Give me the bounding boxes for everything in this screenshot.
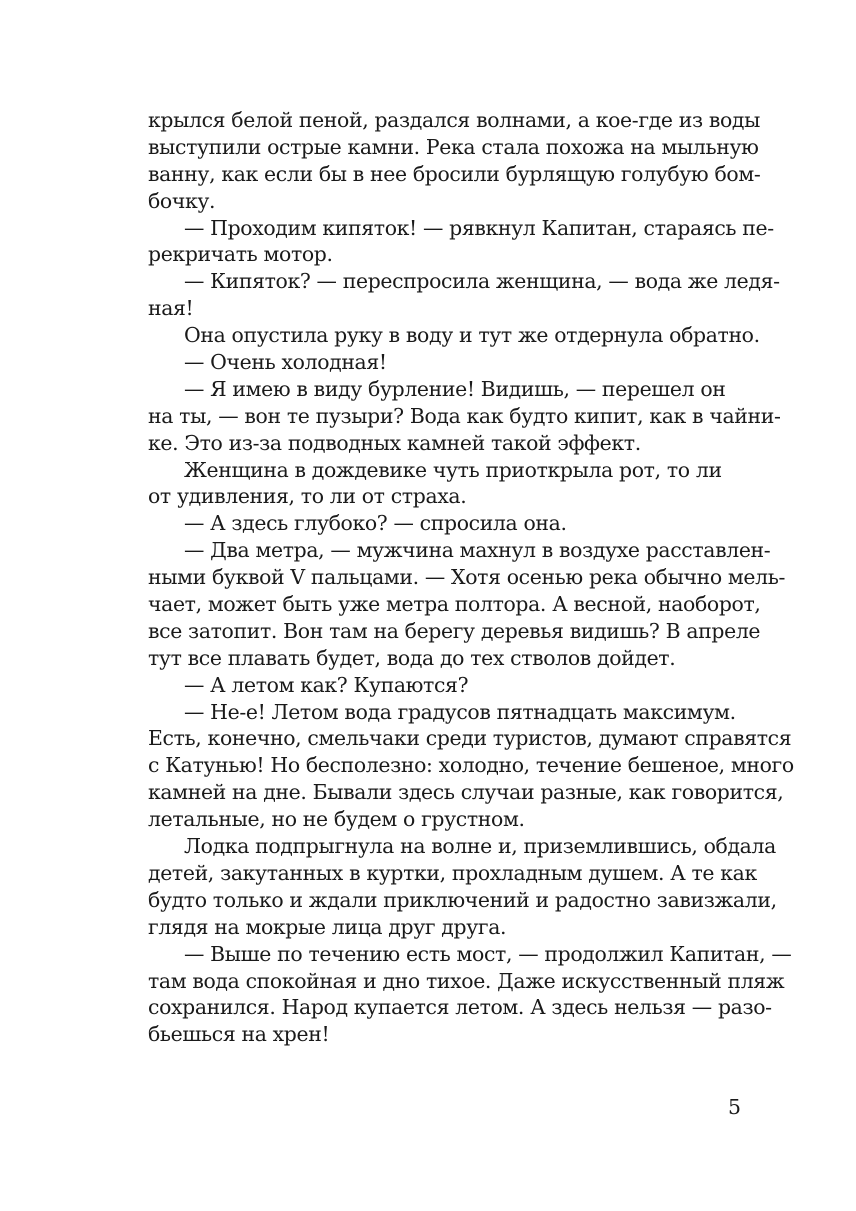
text-line: ванну, как если бы в нее бросили бурлящую голубую бом- xyxy=(148,161,761,186)
text-line: — Проходим кипяток! — рявкнул Капитан, стараясь пе- xyxy=(184,215,774,240)
text-line: рекричать мотор. xyxy=(148,242,333,267)
text-line: Женщина в дождевике чуть приоткрыла рот, то ли xyxy=(184,457,722,482)
text-line: — Не-е! Летом вода градусов пятнадцать максимум. xyxy=(184,699,736,724)
text-line: выступили острые камни. Река стала похожа на мыльную xyxy=(148,134,759,159)
text-line: Есть, конечно, смельчаки среди туристов, думают справятся xyxy=(148,726,792,751)
text-line: будто только и ждали приключений и радостно завизжали, xyxy=(148,887,777,912)
text-line: ными буквой V пальцами. — Хотя осенью река обычно мель- xyxy=(148,565,786,590)
text-line: сохранился. Народ купается летом. А здесь нельзя — разо- xyxy=(148,995,772,1020)
page-number: 5 xyxy=(728,1095,741,1119)
text-line: с Катунью! Но бесполезно: холодно, течение бешеное, много xyxy=(148,753,794,778)
text-line: — Очень холодная! xyxy=(184,350,387,375)
text-line: там вода спокойная и дно тихое. Даже искусственный пляж xyxy=(148,968,785,993)
text-line: крылся белой пеной, раздался волнами, а кое-где из воды xyxy=(148,108,760,132)
text-line: ная! xyxy=(148,296,194,321)
text-line: на ты, — вон те пузыри? Вода как будто кипит, как в чайни- xyxy=(148,403,781,428)
text-line: тут все плавать будет, вода до тех стволов дойдет. xyxy=(148,645,676,670)
text-line: — А здесь глубоко? — спросила она. xyxy=(184,511,567,536)
text-line: — Кипяток? — переспросила женщина, — вода же ледя- xyxy=(184,269,780,294)
text-line: детей, закутанных в куртки, прохладным душем. А те как xyxy=(148,860,757,885)
text-line: бьешься на хрен! xyxy=(148,1022,330,1047)
text-line: — Я имею в виду бурление! Видишь, — перешел он xyxy=(184,376,726,401)
text-line: — Два метра, — мужчина махнул в воздухе расставлен- xyxy=(184,538,771,563)
text-line: камней на дне. Бывали здесь случаи разные, как говорится, xyxy=(148,780,784,805)
text-line: чает, может быть уже метра полтора. А весной, наоборот, xyxy=(148,592,761,617)
text-line: летальные, но не будем о грустном. xyxy=(148,807,525,832)
text-line: от удивления, то ли от страха. xyxy=(148,484,467,509)
text-line: Лодка подпрыгнула на волне и, приземлившись, обдала xyxy=(184,834,776,859)
text-line: бочку. xyxy=(148,188,216,213)
text-line: ке. Это из-за подводных камней такой эффект. xyxy=(148,430,641,455)
text-line: глядя на мокрые лица друг друга. xyxy=(148,914,507,939)
text-line: — А летом как? Купаются? xyxy=(184,672,469,697)
body-text xyxy=(148,107,794,1048)
text-line: все затопит. Вон там на берегу деревья видишь? В апреле xyxy=(148,618,761,643)
text-line: — Выше по течению есть мост, — продолжил Капитан, — xyxy=(184,941,792,966)
text-line: Она опустила руку в воду и тут же отдернула обратно. xyxy=(184,323,760,348)
